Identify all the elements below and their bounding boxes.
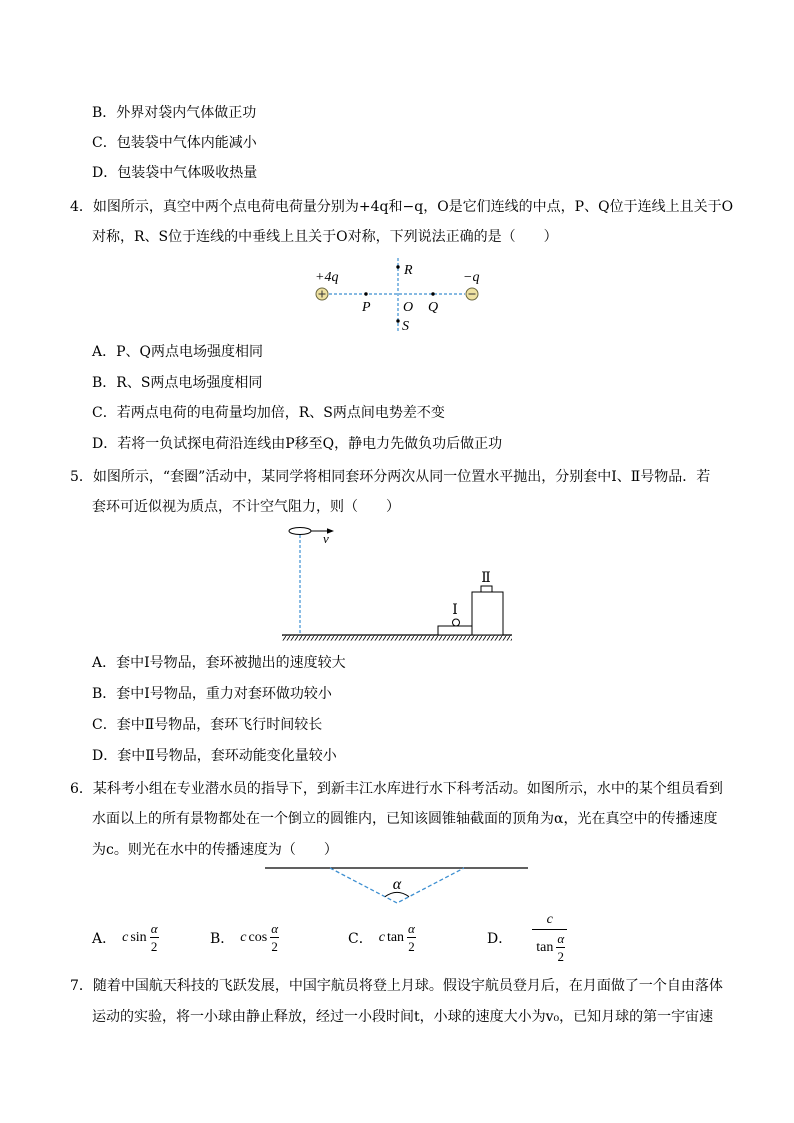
q6-stem-line-1: 6．某科考小组在专业潜水员的指导下，到新丰江水库进行水下科考活动。如图所示，水中的某个组员看到: [70, 781, 723, 797]
option-c-fraction: [407, 922, 416, 954]
option-b-fraction: [270, 922, 279, 954]
point-p-label: P: [362, 300, 371, 315]
ground-hatching: [282, 636, 512, 641]
q7-stem-line-1: 7．随着中国航天科技的飞跃发展，中国宇航员将登上月球。假设宇航员登月后，在月面做了一个自由落体: [70, 978, 723, 994]
q5-ring-toss-figure: [278, 510, 518, 645]
q4-stem-line-2: 对称，R、S位于连线的中垂线上且关于O对称，下列说法正确的是（ ）: [92, 229, 558, 245]
q3-option-d: D．包装袋中气体吸收热量: [92, 165, 258, 181]
negative-charge-label: −q: [463, 270, 480, 285]
tall-block: [472, 592, 503, 635]
point-r-label: R: [404, 263, 413, 278]
option-d-letter: D．: [487, 931, 513, 947]
q5-option-d: D．套中Ⅱ号物品，套环动能变化量较小: [92, 748, 337, 764]
q4-stem-line-1: 4．如图所示，真空中两个点电荷电荷量分别为+4q和−q，O是它们连线的中点，P、Q位于连线上且关于O: [70, 199, 734, 215]
option-c-coefficient: c: [378, 930, 385, 945]
option-b-numerator: α: [271, 921, 279, 936]
q5-option-b: B．套中Ⅰ号物品，重力对套环做功较小: [92, 686, 332, 702]
item-2-label: Ⅱ: [481, 571, 491, 586]
option-a-numerator: α: [150, 921, 158, 936]
q4-option-a: A．P、Q两点电场强度相同: [92, 344, 264, 360]
point-q-label: Q: [428, 300, 439, 315]
option-b-letter: B．: [210, 931, 235, 947]
point-q-dot: [431, 292, 434, 295]
positive-charge-icon: [316, 288, 328, 300]
option-a-denominator: 2: [150, 939, 158, 954]
q5-stem-line-1: 5．如图所示，“套圈”活动中，某同学将相同套环分两次从同一位置水平抛出，分别套中Ⅰ、Ⅱ号物品．若: [70, 469, 711, 485]
q3-option-c: C．包装袋中气体内能减小: [92, 135, 257, 151]
option-d-inner-numerator: α: [557, 930, 565, 946]
option-c-numerator: α: [408, 921, 415, 936]
q5-stem-line-2: 套环可近似视为质点，不计空气阻力，则（ ）: [92, 499, 400, 515]
q6-option-a: [92, 912, 159, 964]
q6-option-d: [487, 912, 567, 964]
apex-angle-arc: [385, 892, 409, 896]
q6-option-c: [348, 912, 416, 964]
point-o-label: O: [403, 300, 414, 315]
item-1-label: Ⅰ: [452, 603, 458, 618]
q4-option-d: D．若将一负试探电荷沿连线由P移至Q，静电力先做负功后做正功: [92, 436, 503, 452]
option-a-coefficient: c: [122, 930, 129, 945]
option-d-inner-fraction: [556, 932, 565, 964]
option-c-denominator: 2: [408, 939, 415, 954]
q4-option-b: B．R、S两点电场强度相同: [92, 375, 263, 391]
option-b-denominator: 2: [271, 939, 278, 954]
option-b-coefficient: c: [240, 930, 247, 945]
option-c-function: tan: [386, 930, 405, 945]
q6-stem-line-3: 为c。则光在水中的传播速度为（ ）: [92, 842, 338, 858]
negative-charge-icon: [466, 288, 478, 300]
q4-option-c: C．若两点电荷的电荷量均加倍，R、S两点间电势差不变: [92, 405, 445, 421]
apex-angle-label: α: [392, 876, 402, 893]
option-d-function: tan: [536, 939, 554, 955]
q7-stem-line-2: 运动的实验，将一小球由静止释放，经过一小段时间t，小球的速度大小为v₀，已知月球的第一宇宙速: [92, 1009, 714, 1025]
option-a-function: sin: [130, 930, 147, 945]
low-step-block: [438, 626, 472, 635]
point-p-dot: [364, 292, 367, 295]
q6-stem-line-2: 水面以上的所有景物都处在一个倒立的圆锥内，已知该圆锥轴截面的顶角为α，光在真空中的传播速度: [92, 811, 718, 827]
point-s-dot: [396, 319, 399, 322]
option-d-denominator: [532, 930, 567, 964]
velocity-label: v: [323, 531, 329, 546]
positive-charge-label: +4q: [315, 270, 339, 285]
option-d-fraction: [532, 913, 567, 964]
q6-options-row: [0, 912, 794, 964]
q3-option-b: B．外界对袋内气体做正功: [92, 105, 257, 121]
item-2-object: [481, 586, 492, 592]
option-a-letter: A．: [92, 931, 117, 947]
q6-light-cone-figure: [262, 858, 534, 908]
option-c-letter: C．: [348, 931, 373, 947]
point-r-dot: [396, 265, 399, 268]
ring-icon: [289, 528, 311, 535]
item-1-object: [453, 619, 460, 626]
q5-option-a: A．套中Ⅰ号物品，套环被抛出的速度较大: [92, 655, 346, 671]
q5-option-c: C．套中Ⅱ号物品，套环飞行时间较长: [92, 717, 323, 733]
q4-point-charge-figure: [300, 255, 500, 337]
option-d-numerator: c: [532, 913, 567, 930]
option-b-function: cos: [248, 930, 268, 945]
option-d-inner-denominator: 2: [557, 948, 564, 964]
point-s-label: S: [402, 319, 409, 334]
q6-option-b: [210, 912, 279, 964]
option-a-fraction: [150, 922, 159, 954]
